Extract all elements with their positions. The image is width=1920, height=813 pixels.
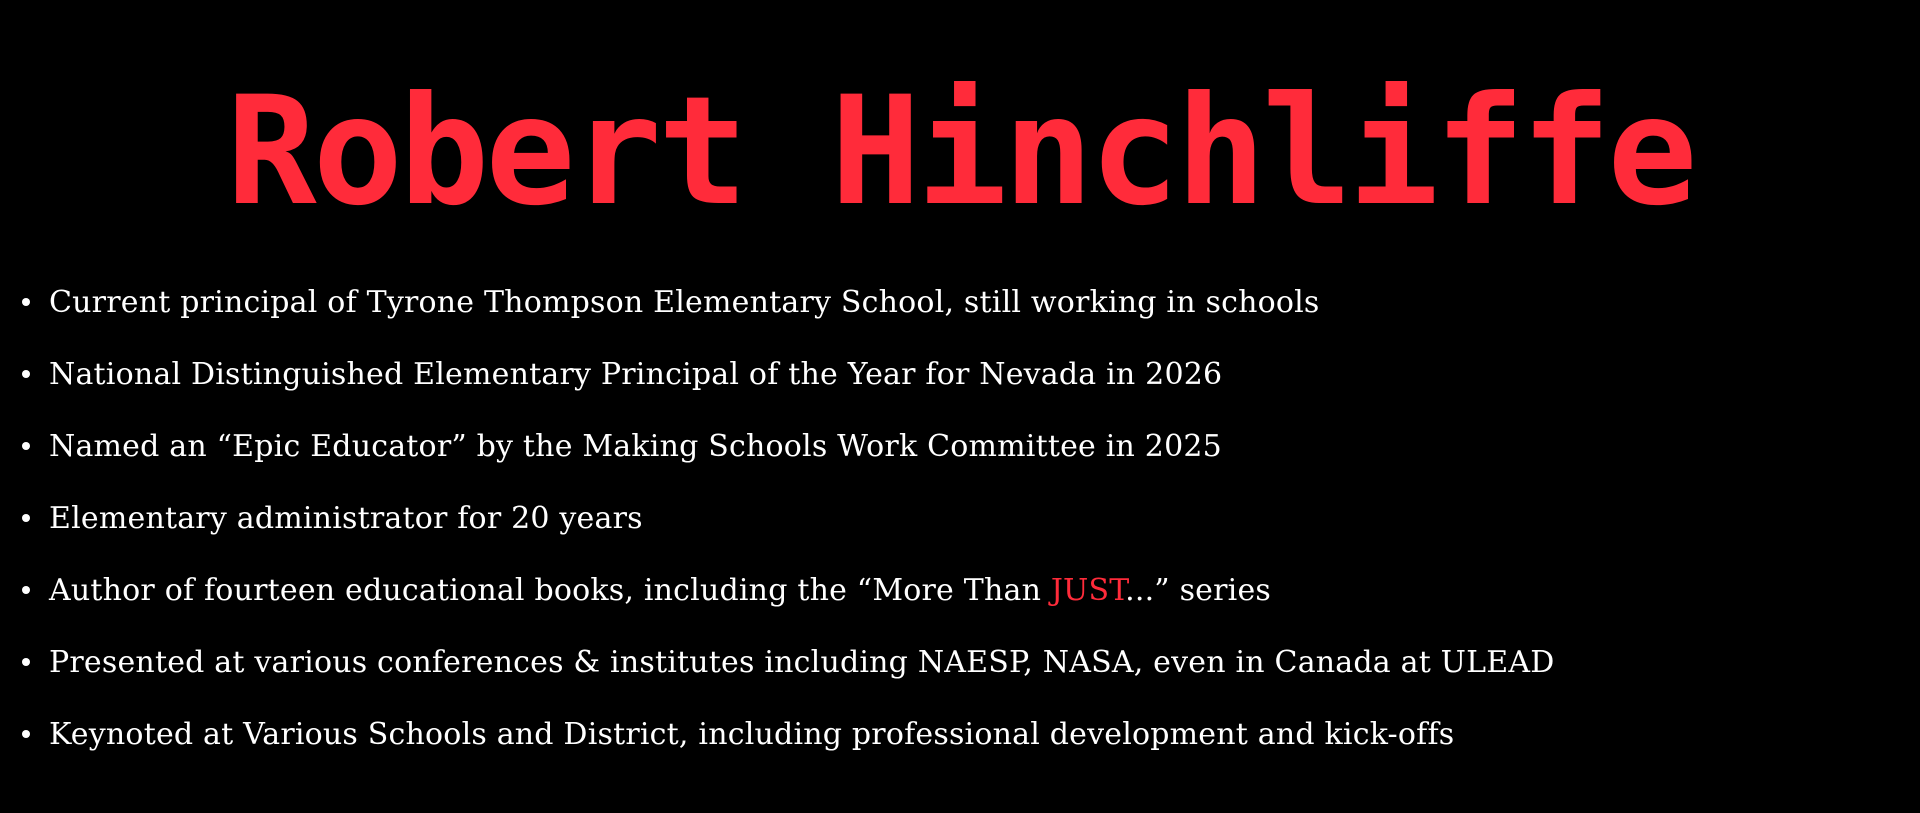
bullet-text: Presented at various conferences & institutes including NAESP, NASA, even in Canada at ULEAD xyxy=(49,644,1555,680)
list-item xyxy=(22,410,1902,482)
bullet-list xyxy=(22,266,1902,770)
highlight-word: JUST xyxy=(1050,572,1126,608)
list-item xyxy=(22,338,1902,410)
bullet-text: Keynoted at Various Schools and District, including professional development and kick-offs xyxy=(49,716,1455,752)
bullet-text: Elementary administrator for 20 years xyxy=(49,500,643,536)
bullet-dot-icon xyxy=(22,442,30,450)
bullet-dot-icon xyxy=(22,514,30,522)
bullet-text: Named an “Epic Educator” by the Making Schools Work Committee in 2025 xyxy=(49,428,1222,464)
bullet-text-after: ...” series xyxy=(1125,572,1272,608)
bullet-text: Current principal of Tyrone Thompson Elementary School, still working in schools xyxy=(49,284,1320,320)
page-title: Robert Hinchliffe xyxy=(226,65,1694,239)
bullet-dot-icon xyxy=(22,370,30,378)
list-item xyxy=(22,482,1902,554)
bullet-text xyxy=(49,573,1271,608)
list-item xyxy=(22,266,1902,338)
bullet-dot-icon xyxy=(22,730,30,738)
bullet-dot-icon xyxy=(22,586,30,594)
bullet-text-before: Author of fourteen educational books, including the “More Than xyxy=(49,572,1051,608)
bullet-text: National Distinguished Elementary Principal of the Year for Nevada in 2026 xyxy=(49,356,1223,392)
bullet-dot-icon xyxy=(22,298,30,306)
list-item xyxy=(22,626,1902,698)
list-item xyxy=(22,554,1902,626)
bullet-dot-icon xyxy=(22,658,30,666)
list-item xyxy=(22,698,1902,770)
